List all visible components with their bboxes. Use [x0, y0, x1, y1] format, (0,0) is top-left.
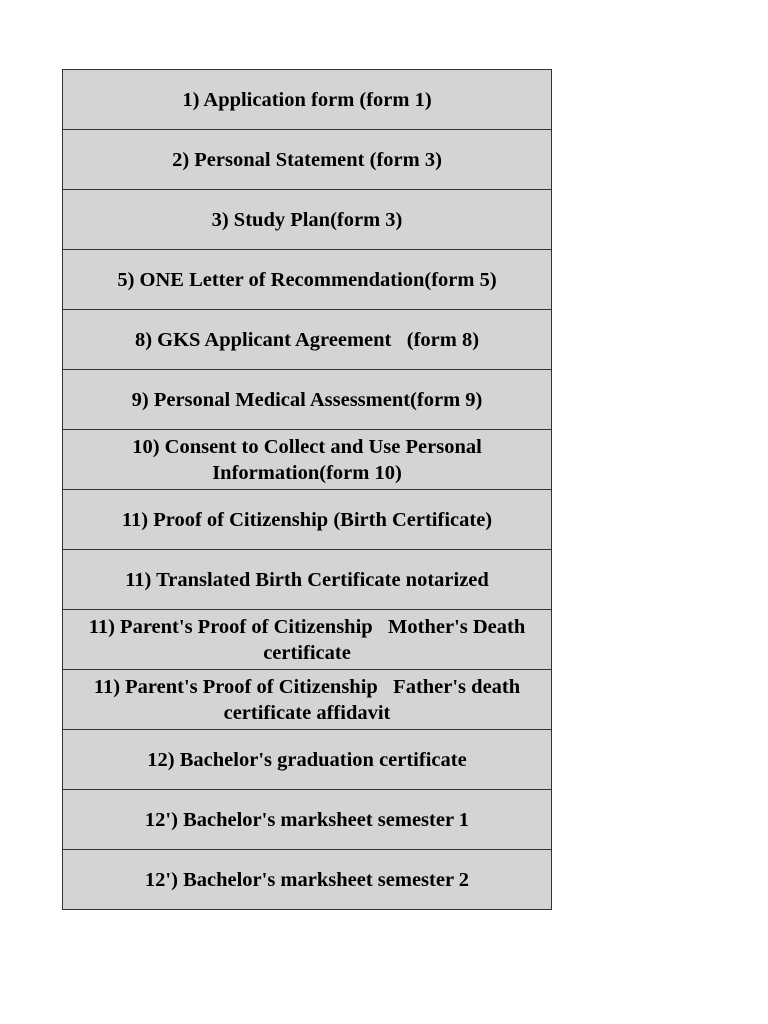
table-row — [63, 430, 552, 490]
table-cell[interactable]: 1) Application form (form 1) — [63, 70, 552, 130]
table-row — [63, 610, 552, 670]
table-cell[interactable]: 12') Bachelor's marksheet semester 1 — [63, 790, 552, 850]
table-row — [63, 70, 552, 130]
table-cell[interactable]: 3) Study Plan(form 3) — [63, 190, 552, 250]
table-row — [63, 370, 552, 430]
table-cell[interactable]: 12) Bachelor's graduation certificate — [63, 730, 552, 790]
table-cell[interactable]: 11) Translated Birth Certificate notarized — [63, 550, 552, 610]
table-cell[interactable]: 12') Bachelor's marksheet semester 2 — [63, 850, 552, 910]
table-row — [63, 670, 552, 730]
table-row — [63, 490, 552, 550]
table-row — [63, 850, 552, 910]
table-cell[interactable]: 9) Personal Medical Assessment(form 9) — [63, 370, 552, 430]
table-cell[interactable]: 8) GKS Applicant Agreement (form 8) — [63, 310, 552, 370]
table-row — [63, 310, 552, 370]
table-row — [63, 190, 552, 250]
table-cell[interactable]: 11) Parent's Proof of Citizenship Father's death certificate affidavit — [63, 670, 552, 730]
table-row — [63, 790, 552, 850]
table-row — [63, 550, 552, 610]
table-cell[interactable]: 11) Proof of Citizenship (Birth Certificate) — [63, 490, 552, 550]
table-cell[interactable]: 5) ONE Letter of Recommendation(form 5) — [63, 250, 552, 310]
table-cell[interactable]: 10) Consent to Collect and Use Personal Information(form 10) — [63, 430, 552, 490]
document-checklist-table — [62, 69, 552, 910]
table-row — [63, 250, 552, 310]
table-cell[interactable]: 2) Personal Statement (form 3) — [63, 130, 552, 190]
table-row — [63, 730, 552, 790]
table-cell[interactable]: 11) Parent's Proof of Citizenship Mother's Death certificate — [63, 610, 552, 670]
table-row — [63, 130, 552, 190]
